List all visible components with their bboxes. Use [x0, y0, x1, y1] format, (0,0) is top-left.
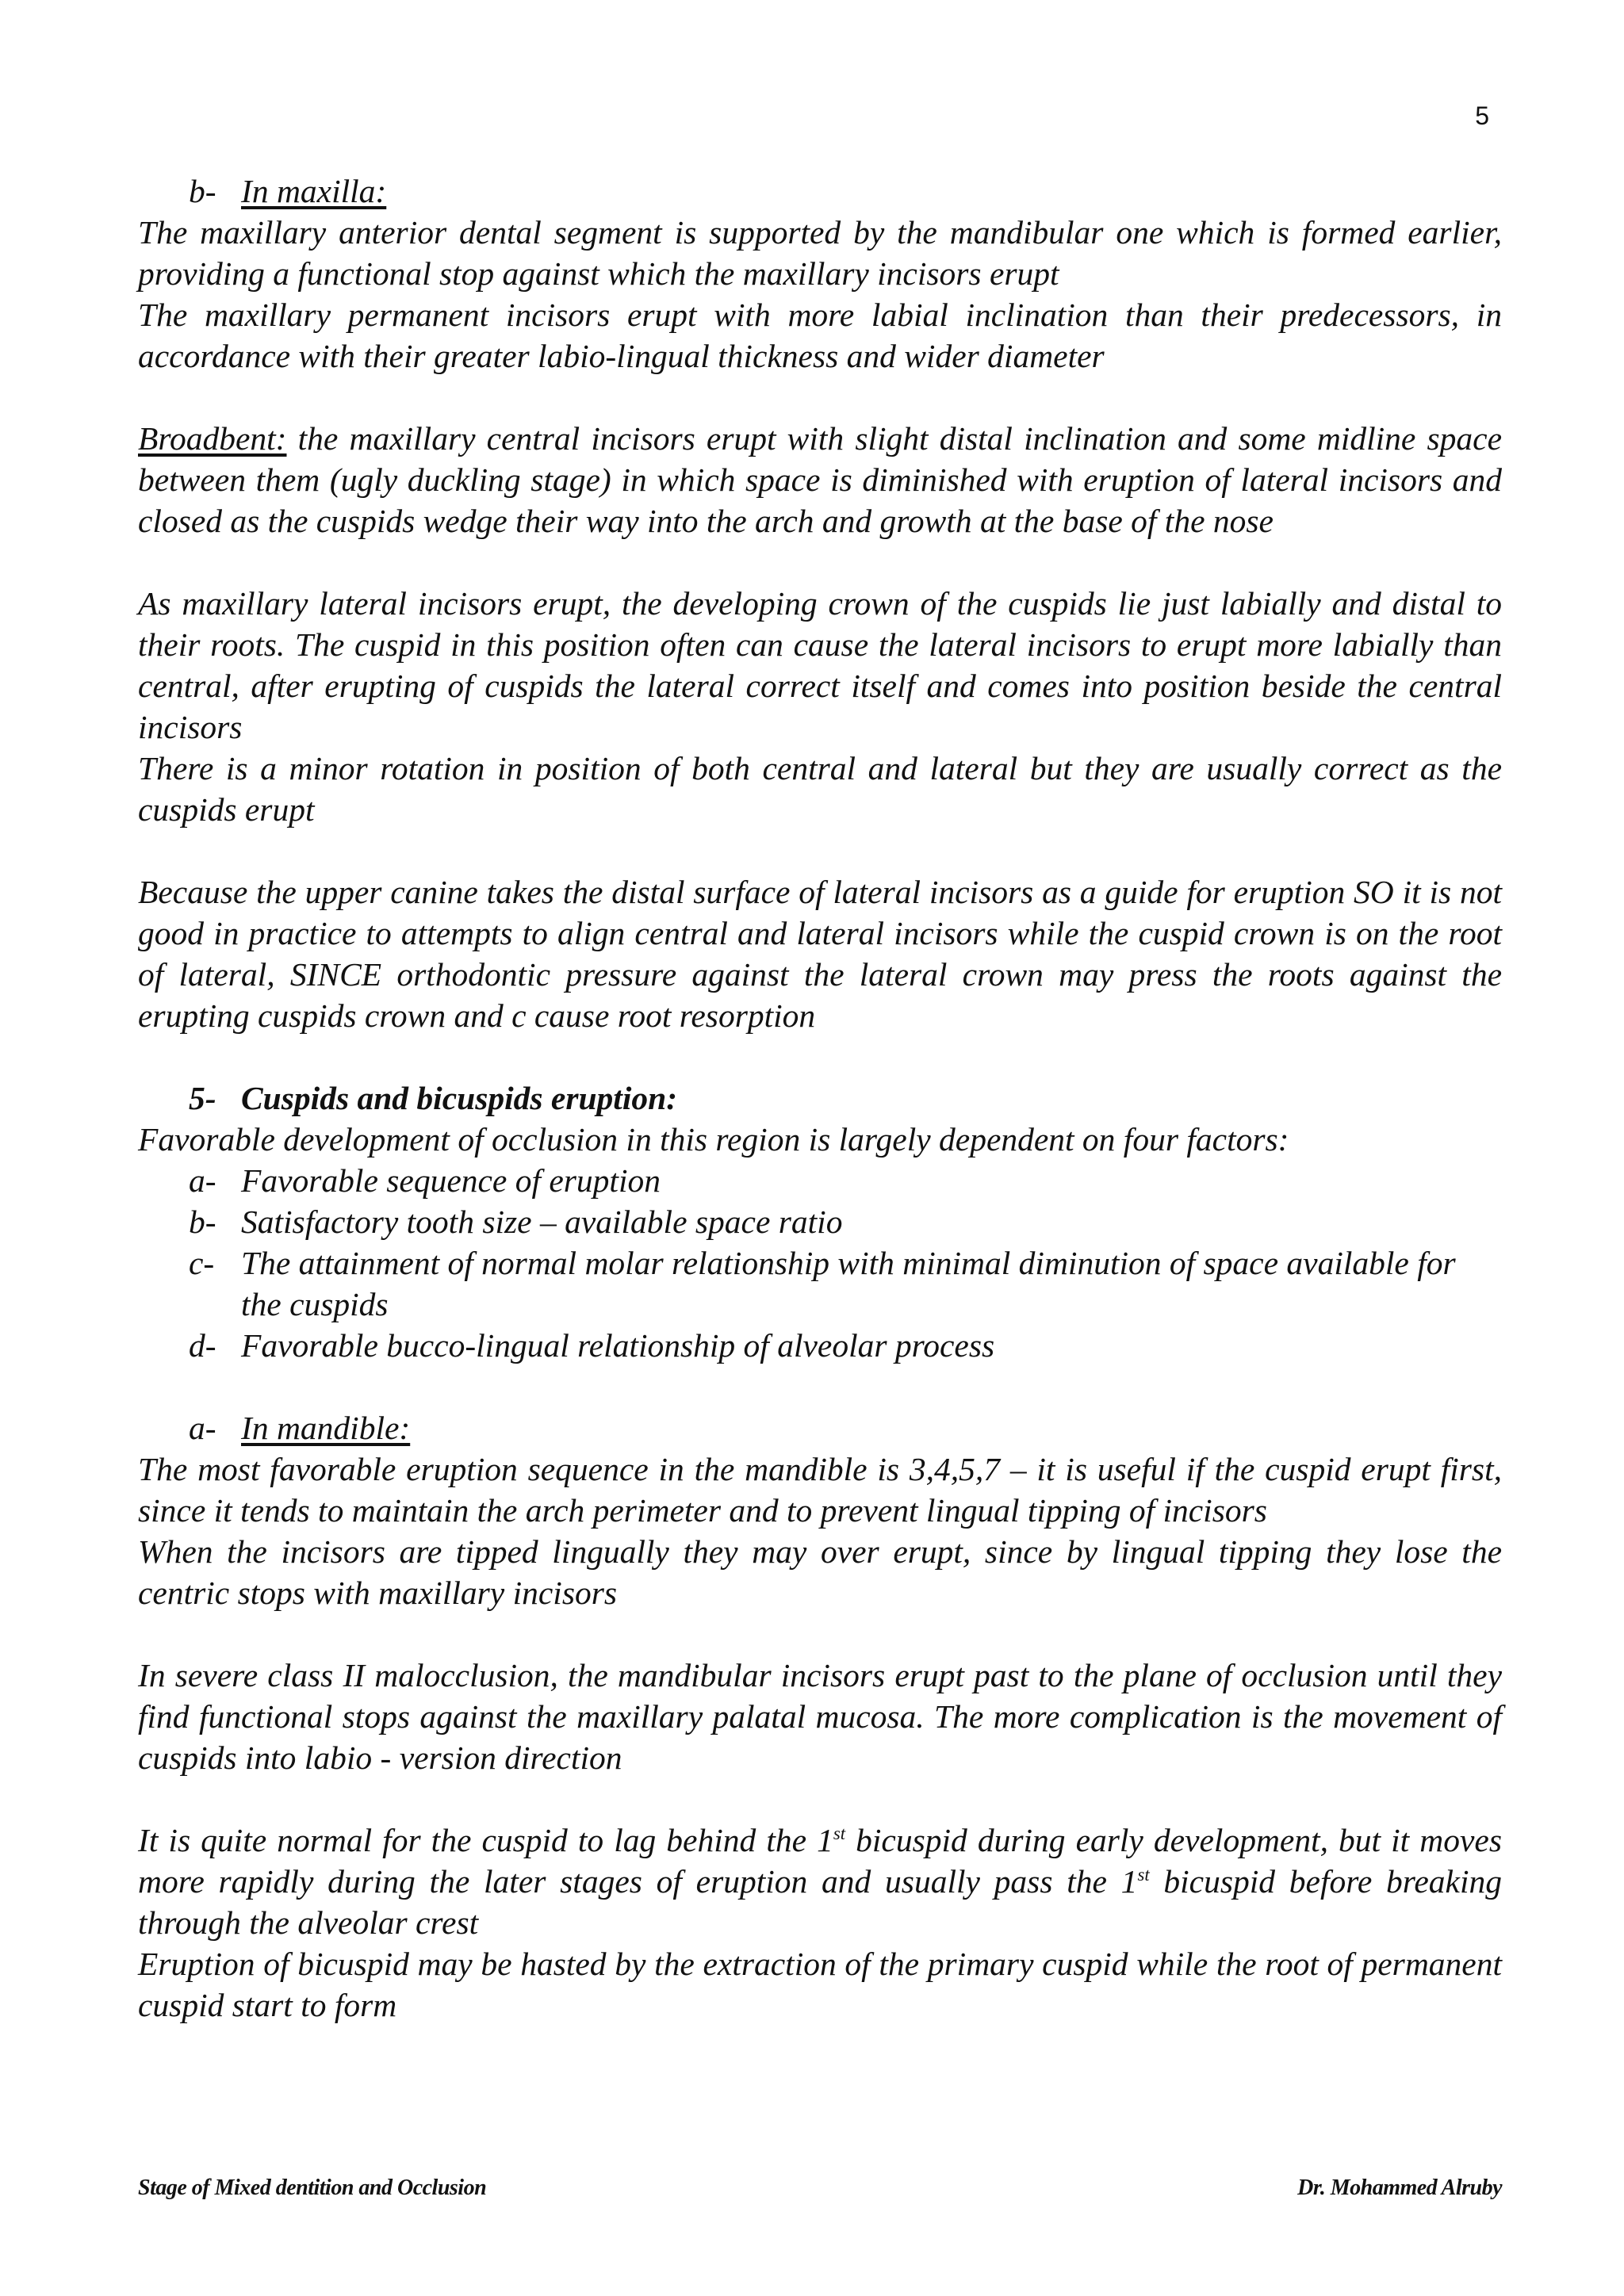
paragraph: When the incisors are tipped lingually they may over erupt, since by lingual tipping they lose the centric stops with maxillary incisors — [138, 1533, 1502, 1611]
paragraph-lag — [138, 1820, 1502, 1943]
paragraph: The maxillary permanent incisors erupt with more labial inclination than their predecessors, in accordance with their greater labio-lingual thickness and wider diameter — [138, 297, 1502, 374]
list-item-text: Favorable sequence of eruption — [241, 1162, 661, 1199]
superscript: st — [833, 1823, 846, 1844]
paragraph-text: bicuspid during early development, but it moves more rapidly during the later stages of eruption and usually pass the 1 — [138, 1822, 1502, 1900]
list-item-text: Favorable bucco-lingual relationship of alveolar process — [241, 1327, 995, 1364]
list-item-text: The attainment of normal molar relationship with minimal diminution of space available for the cuspids — [241, 1245, 1456, 1322]
page-footer — [138, 2175, 1502, 2201]
list-item — [138, 1242, 1502, 1325]
list-marker: c- — [189, 1245, 215, 1281]
spacer — [138, 541, 1502, 583]
spacer — [138, 1613, 1502, 1655]
paragraph: There is a minor rotation in position of both central and lateral but they are usually correct as the cuspids erupt — [138, 750, 1502, 828]
paragraph: As maxillary lateral incisors erupt, the developing crown of the cuspids lie just labially and distal to their roots. The cuspid in this position often can cause the lateral incisors to erupt more labially than central, after erupting of cuspids the lateral correct itself and comes into position beside the central incisors — [138, 585, 1502, 745]
paragraph: Eruption of bicuspid may be hasted by the extraction of the primary cuspid while the root of permanent cuspid start to form — [138, 1946, 1502, 2023]
inline-label: Broadbent: — [138, 420, 287, 457]
spacer — [138, 377, 1502, 418]
paragraph: The most favorable eruption sequence in the mandible is 3,4,5,7 – it is useful if the cuspid erupt first, since it tends to maintain the arch perimeter and to prevent lingual tipping of incisors — [138, 1451, 1502, 1529]
section-heading: In mandible: — [241, 1410, 411, 1446]
list-marker: d- — [189, 1327, 216, 1364]
list-item — [138, 1201, 1502, 1242]
section-b-heading — [138, 170, 1502, 212]
paragraph: Because the upper canine takes the distal surface of lateral incisors as a guide for eruption SO it is not good in practice to attempts to align central and lateral incisors while the cuspid crown is on the root of lateral, SINCE orthodontic pressure against the lateral crown may press the roots against the erupting cuspids crown and c cause root resorption — [138, 874, 1502, 1034]
list-marker: b- — [189, 173, 216, 209]
footer-author: Dr. Mohammed Alruby — [1297, 2175, 1502, 2200]
spacer — [138, 830, 1502, 871]
list-item-text: Satisfactory tooth size – available space ratio — [241, 1203, 843, 1240]
list-marker: a- — [189, 1410, 216, 1446]
spacer — [138, 1778, 1502, 1820]
section-heading: Cuspids and bicuspids eruption: — [241, 1080, 678, 1116]
spacer — [138, 1366, 1502, 1407]
paragraph: In severe class II malocclusion, the mandibular incisors erupt past to the plane of occlusion until they find functional stops against the maxillary palatal mucosa. The more complication is the movement of cuspids into labio - version direction — [138, 1657, 1502, 1776]
spacer — [138, 1036, 1502, 1077]
page-content — [138, 170, 1502, 2026]
list-item — [138, 1325, 1502, 1366]
section-5-heading — [138, 1077, 1502, 1119]
paragraph-text: It is quite normal for the cuspid to lag behind the 1 — [138, 1822, 833, 1858]
list-marker: a- — [189, 1162, 216, 1199]
paragraph: The maxillary anterior dental segment is supported by the mandibular one which is formed earlier, providing a functional stop against which the maxillary incisors erupt — [138, 214, 1502, 292]
superscript: st — [1137, 1865, 1150, 1885]
page-number: 5 — [1475, 101, 1489, 130]
list-item — [138, 1160, 1502, 1201]
section-heading: In maxilla: — [241, 173, 387, 209]
list-marker: b- — [189, 1203, 216, 1240]
paragraph-broadbent — [138, 418, 1502, 541]
list-marker: 5- — [189, 1080, 216, 1116]
footer-title: Stage of Mixed dentition and Occlusion — [138, 2175, 487, 2200]
paragraph-text: the maxillary central incisors erupt with slight distal inclination and some midline space between them (ugly duckling stage) in which space is diminished with eruption of lateral incisors and closed as the cuspids wedge their way into the arch and growth at the base of the nose — [138, 420, 1502, 539]
paragraph-text: bicuspid before breaking through the alveolar crest — [138, 1863, 1502, 1941]
section-a-heading — [138, 1407, 1502, 1448]
paragraph: Favorable development of occlusion in this region is largely dependent on four factors: — [138, 1121, 1289, 1158]
